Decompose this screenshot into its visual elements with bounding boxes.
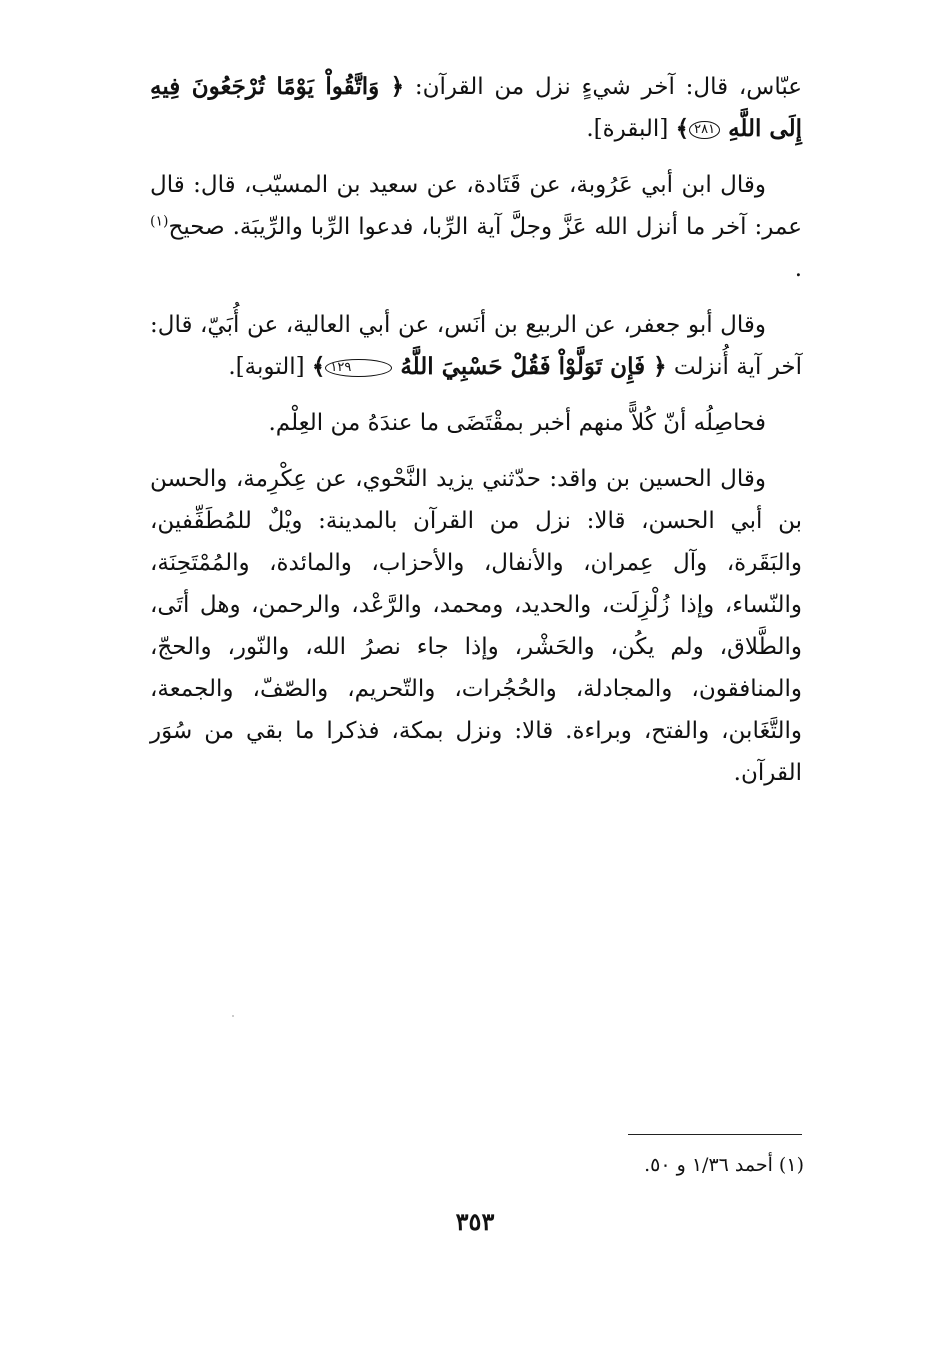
- quran-bracket-close: ﴾: [675, 115, 690, 142]
- quran-verse: ﴿ وَاتَّقُواْ يَوْمًا تُرْجَعُونَ فِيهِ إِلَى اللَّهِ: [150, 73, 802, 142]
- quran-verse: ﴿ فَإِن تَوَلَّوْاْ فَقُلْ حَسْبِيَ اللَّهُ: [392, 353, 667, 380]
- paragraph-text: وقال أبو جعفر، عن الربيع بن أنَس، عن أبي العالية، عن أُبَيّ، قال: آخر آية أُنزلت: [150, 312, 802, 380]
- ayah-number-badge: ١٢٩: [325, 359, 392, 377]
- ayah-number-badge: ٢٨١: [689, 121, 720, 139]
- paragraph-text: عبّاس، قال: آخر شيءٍ نزل من القرآن:: [404, 74, 802, 100]
- paragraph-text: فحاصِلُه أنّ كُلاًّ منهم أخبر بمقْتَضَى ما عندَهُ من العِلْم.: [268, 410, 766, 436]
- paragraph-2: [150, 164, 802, 290]
- paragraph-end: .: [794, 256, 802, 282]
- scan-speck: [232, 1015, 234, 1017]
- main-text: [150, 66, 802, 808]
- page-number: ٣٥٣: [455, 1207, 495, 1236]
- footnote-reference[interactable]: (١): [150, 213, 169, 230]
- footnote-text: (١) أحمد ١/٣٦ و ٥٠.: [644, 1154, 804, 1176]
- surah-reference: [التوبة].: [228, 354, 312, 380]
- paragraph-text: وقال الحسين بن واقد: حدّثني يزيد النَّحْوي، عن عِكْرِمة، والحسن بن أبي الحسن، قالا: نزل من القرآن بالمدينة: ويْلٌ للمُطَفِّفين، والبَقَرة، وآل عِمران، والأنفال، والأحزاب، والمائدة، والمُمْتَحِنَة، والنّساء، وإذا زُلْزِلَت، والحديد، ومحمد، والرَّعْد، والرحمن، وهل أتَى، والطَّلاق، ولم يكُن، والحَشْر، وإذا جاء نصرُ الله، والنّور، والحجّ، والمنافقون، والمجادلة، والحُجُرات، والتّحريم، والصّفّ، والجمعة، والتَّغَابن، والفتح، وبراءة. قالا: ونزل بمكة، فذكرا ما بقي من سُوَر القرآن.: [150, 466, 802, 786]
- quran-bracket-close: ﴾: [311, 353, 326, 380]
- paragraph-3: [150, 304, 802, 388]
- surah-reference: [البقرة].: [586, 116, 676, 142]
- paragraph-text: وقال ابن أبي عَرُوبة، عن قَتَادة، عن سعيد بن المسيّب، قال: قال عمر: آخر ما أنزل الله عَزَّ وجلَّ آية الرِّبا، فدعوا الرِّبا والرِّيبَة. صحيح: [150, 172, 802, 240]
- footnote-divider: [628, 1134, 802, 1135]
- footnote: [400, 1150, 804, 1180]
- paragraph-5: [150, 458, 802, 794]
- paragraph-1: [150, 66, 802, 150]
- paragraph-4: [150, 402, 802, 444]
